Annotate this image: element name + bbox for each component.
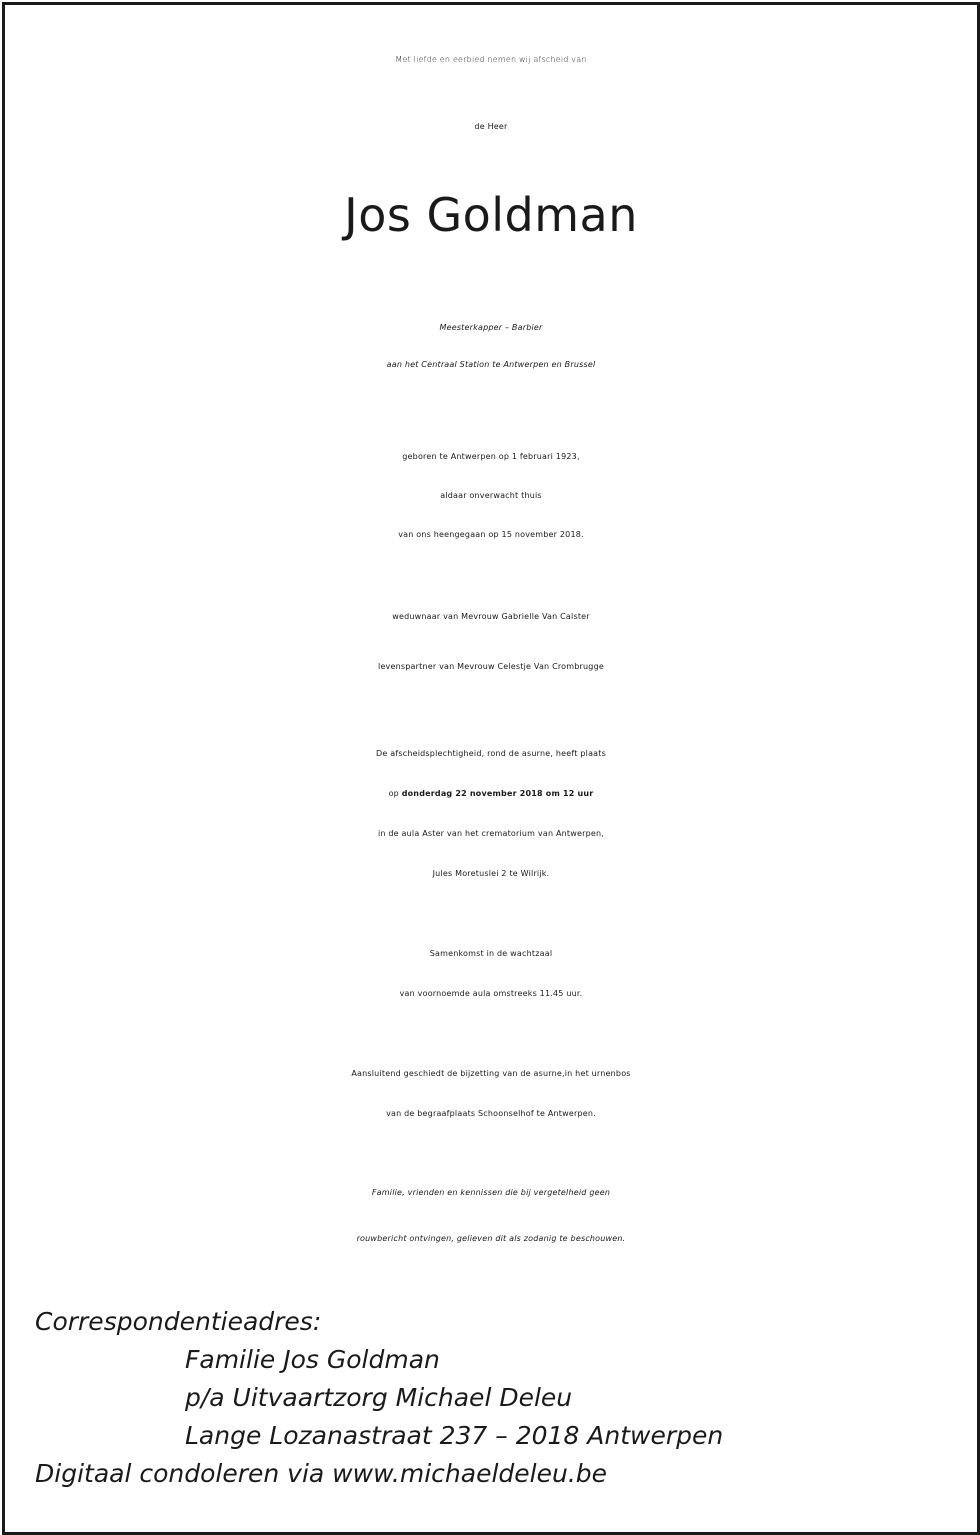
relation-line-1: weduwnaar van Mevrouw Gabrielle Van Calster xyxy=(392,612,590,621)
correspondence-line-3: Lange Lozanastraat 237 – 2018 Antwerpen xyxy=(185,1421,724,1450)
family-note-line-1: Familie, vrienden en kennissen die bij vergetelheid geen xyxy=(371,1188,611,1197)
meeting-line-2: van voornoemde aula omstreeks 11.45 uur. xyxy=(399,989,583,998)
correspondence-label: Correspondentieadres: xyxy=(35,1307,322,1336)
relation-line-2: levenspartner van Mevrouw Celestje Van Crombrugge xyxy=(378,662,604,671)
ceremony-prefix: op xyxy=(388,789,402,798)
birth-death-line-2: aldaar onverwacht thuis xyxy=(440,491,542,500)
ceremony-datetime: donderdag 22 november 2018 om 12 uur xyxy=(401,789,594,798)
burial-line-1: Aansluitend geschiedt de bijzetting van de asurne,in het urnenbos xyxy=(351,1069,631,1078)
meeting-line-1: Samenkomst in de wachtzaal xyxy=(429,949,553,958)
correspondence-line-1: Familie Jos Goldman xyxy=(185,1345,440,1374)
birth-death-line-3: van ons heengegaan op 15 november 2018. xyxy=(398,530,584,539)
family-note-line-2: rouwbericht ontvingen, gelieven dit als zodanig te beschouwen. xyxy=(356,1234,626,1243)
ceremony-line-1: De afscheidsplechtigheid, rond de asurne, heeft plaats xyxy=(376,749,606,758)
correspondence-line-2: p/a Uitvaartzorg Michael Deleu xyxy=(185,1383,573,1412)
ceremony-line-2 xyxy=(5,789,977,798)
honorific: de Heer xyxy=(474,122,508,131)
online-condolence: Digitaal condoleren via www.michaeldeleu.be xyxy=(35,1459,608,1488)
profession-line-1: Meesterkapper – Barbier xyxy=(439,323,543,332)
intro-line: Met liefde en eerbied nemen wij afscheid van xyxy=(395,55,587,64)
obituary-notice xyxy=(2,2,980,1535)
deceased-name: Jos Goldman xyxy=(344,188,638,242)
profession-line-2: aan het Centraal Station te Antwerpen en Brussel xyxy=(386,360,596,369)
burial-line-2: van de begraafplaats Schoonselhof te Antwerpen. xyxy=(386,1109,596,1118)
ceremony-line-3: in de aula Aster van het crematorium van Antwerpen, xyxy=(377,829,605,838)
birth-death-line-1: geboren te Antwerpen op 1 februari 1923, xyxy=(402,452,580,461)
ceremony-line-4: Jules Moretuslei 2 te Wilrijk. xyxy=(432,869,550,878)
